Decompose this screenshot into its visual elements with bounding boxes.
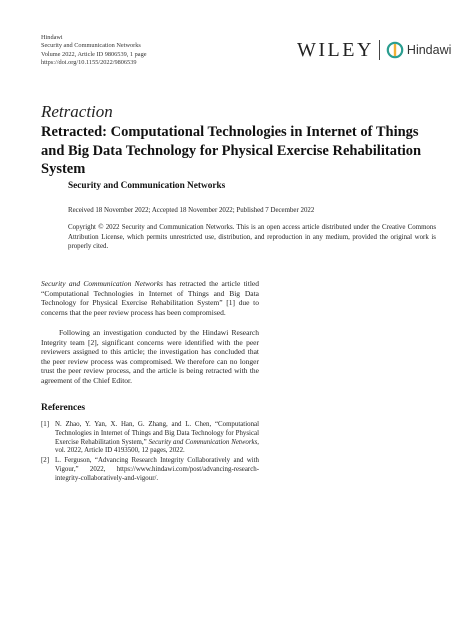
article-dates: Received 18 November 2022; Accepted 18 November 2022; Published 7 December 2022 — [68, 207, 315, 214]
reference-item — [41, 421, 259, 456]
publisher-logo — [297, 38, 451, 62]
wiley-logo: WILEY — [297, 39, 374, 61]
reference-item[interactable] — [41, 457, 259, 483]
reference-number: [1] — [41, 421, 50, 428]
article-type: Retraction — [41, 102, 113, 121]
doi-link[interactable]: https://doi.org/10.1155/2022/9806539 — [41, 58, 137, 66]
references-list — [41, 421, 259, 485]
article-body — [41, 279, 259, 385]
reference-journal: Security and Communication Networks — [148, 438, 258, 446]
paragraph-1-text: has retracted the article titled “Computational Technologies in Internet of Things and Big Data Technology for Physical Exercise Rehabilitation System” [1] due to concerns that the peer review process has been compromised. — [41, 279, 259, 317]
copyright-notice: Copyright © 2022 Security and Communication Networks. This is an open access article distributed under the Creative Commons Attribution License, which permits unrestricted use, distribution, and reproduction in any medium, provided the original work is properly cited. — [68, 224, 436, 251]
reference-text: N. Zhao, Y. Yan, X. Han, G. Zhang, and L. Chen, “Computational Technologies in Internet of Things and Big Data Technology for Physical Exercise Rehabilitation System,” — [55, 421, 259, 446]
hindawi-logo-icon — [386, 41, 404, 59]
references-heading: References — [41, 403, 86, 413]
paragraph-2: Following an investigation conducted by the Hindawi Research Integrity team [2], significant concerns were identified with the peer reviewers assigned to this article; the investigation has concluded that the peer review process was compromised. We therefore can no longer trust the peer review process, and the article is being retracted with the agreement of the Chief Editor. — [41, 328, 259, 385]
volume-line: Volume 2022, Article ID 9806539, 1 page — [41, 50, 147, 58]
journal-name-inline: Security and Communication Networks — [41, 279, 163, 288]
journal-name: Security and Communication Networks — [41, 42, 141, 50]
paragraph-1 — [41, 279, 259, 317]
reference-text[interactable]: L. Ferguson, “Advancing Research Integrity Collaboratively and with Vigour,” 2022, https://www.hindawi.com/post/advancing-research-integrity-collaboratively-and-vigour/. — [55, 457, 259, 482]
hindawi-logo-text: Hindawi — [406, 43, 452, 57]
reference-number: [2] — [41, 457, 50, 465]
reference-details: , vol. 2022, Article ID 4193500, 12 pages, 2022. — [55, 438, 259, 455]
journal-title: Security and Communication Networks — [68, 181, 226, 191]
logo-divider — [379, 40, 380, 60]
journal-header — [41, 34, 147, 67]
article-title: Retracted: Computational Technologies in Internet of Things and Big Data Technology for Physical Exercise Rehabilitation System — [41, 124, 422, 177]
publisher-name: Hindawi — [41, 34, 63, 41]
